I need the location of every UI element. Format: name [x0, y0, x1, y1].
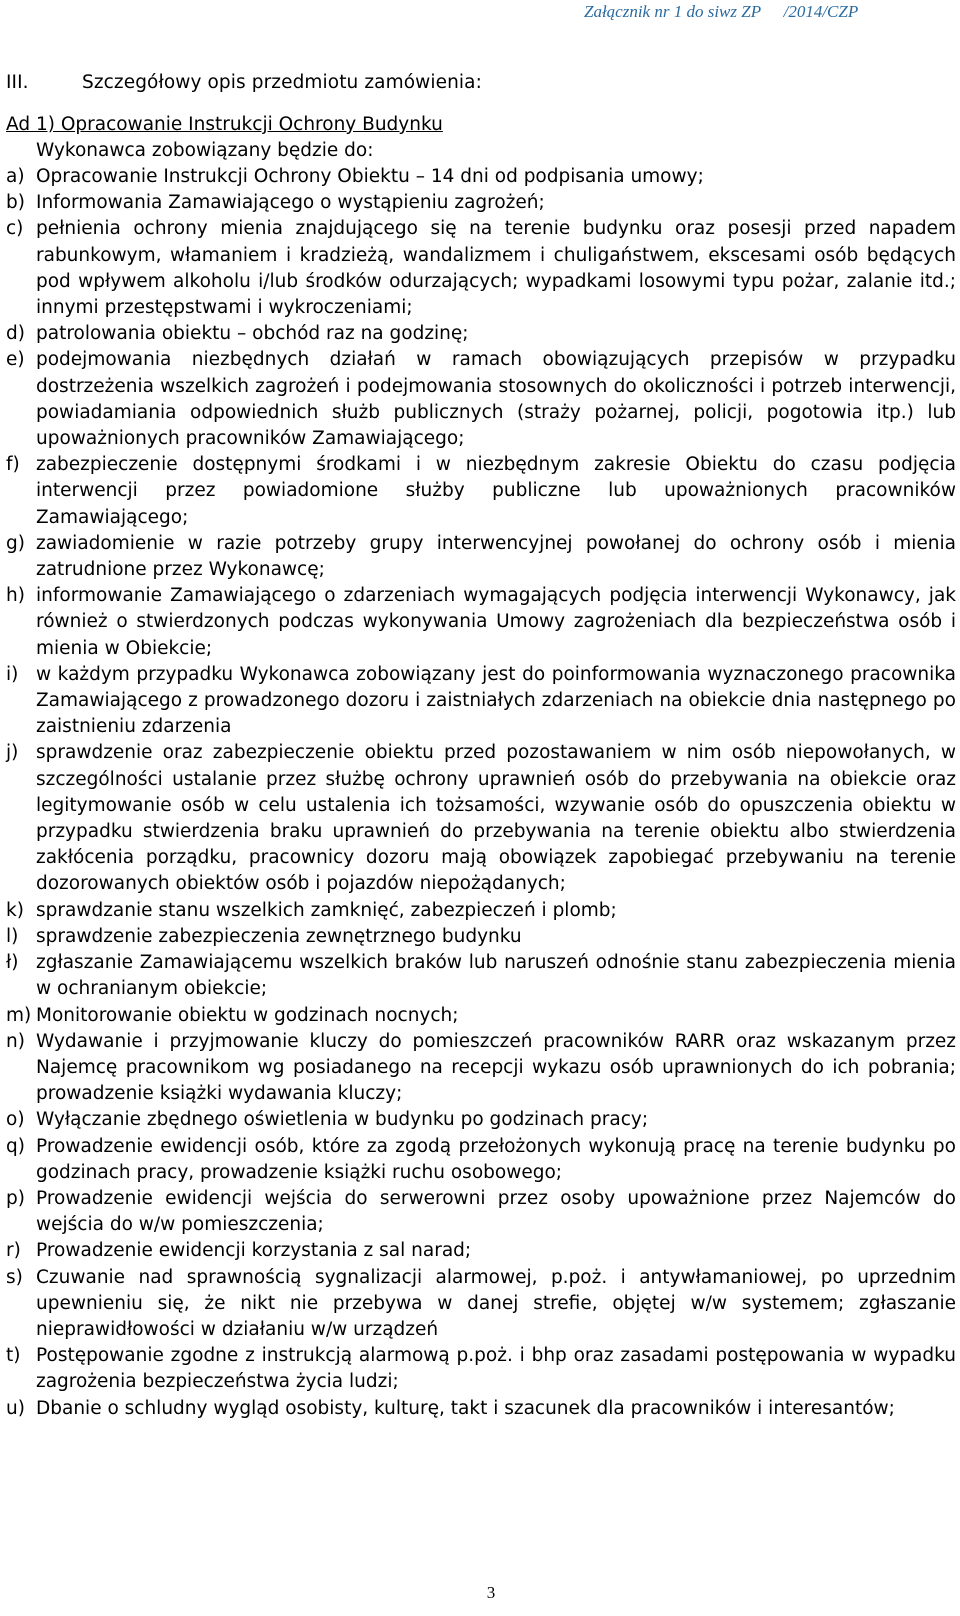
list-item-text: Postępowanie zgodne z instrukcją alarmową p.poż. i bhp oraz zasadami postępowania w wypadku zagrożenia bezpieczeństwa życia ludzi; — [36, 1345, 956, 1393]
list-item-label: c) — [6, 218, 24, 240]
list-item-label: j) — [6, 742, 19, 764]
list-item — [6, 531, 956, 583]
list-item — [6, 924, 956, 950]
list-item-text: w każdym przypadku Wykonawca zobowiązany jest do poinformowania wyznaczonego pracownika Zamawiającego z prowadzonego dozoru i zaistniałych zdarzeniach na obiekcie dnia następnego po zaistnieniu zdarzenia — [36, 663, 956, 738]
list-item — [6, 1186, 956, 1238]
reference-number: /2014/CZP — [783, 2, 859, 21]
list-item-label: i) — [6, 663, 19, 685]
list-item — [6, 452, 956, 531]
list-item-label: m) — [6, 1004, 32, 1026]
list-item-label: n) — [6, 1030, 25, 1052]
list-item — [6, 1396, 956, 1422]
list-item-label: t) — [6, 1345, 21, 1367]
list-item-text: sprawdzanie stanu wszelkich zamknięć, zabezpieczeń i plomb; — [36, 899, 617, 921]
list-item — [6, 190, 956, 216]
list-item-text: zabezpieczenie dostępnymi środkami i w niezbędnym zakresie Obiektu do czasu podjęcia interwencji przez powiadomione służby publiczne lub upoważnionych pracowników Zamawiającego; — [36, 454, 956, 528]
list-item — [6, 1238, 956, 1264]
list-item-text: zawiadomienie w razie potrzeby grupy interwencyjnej powołanej do ochrony osób i mienia zatrudnione przez Wykonawcę; — [36, 532, 956, 581]
list-item — [6, 1134, 956, 1186]
list-item-text: Prowadzenie ewidencji korzystania z sal narad; — [36, 1240, 472, 1262]
list-item-label: q) — [6, 1135, 25, 1157]
list-item — [6, 1265, 956, 1344]
list-item — [6, 321, 956, 347]
list-item — [6, 950, 956, 1002]
list-item-label: ł) — [6, 952, 19, 974]
list-item-text: Opracowanie Instrukcji Ochrony Obiektu – 14 dni od podpisania umowy; — [36, 166, 704, 187]
list-item-label: h) — [6, 585, 25, 607]
list-item-text: Czuwanie nad sprawnością sygnalizacji alarmowej, p.poż. i antywłamaniowej, po uprzednim upewnieniu się, że nikt nie przebywa w danej strefie, objętej w/w systemem; zgłaszanie nieprawidłowości w działaniu w/w urządzeń — [36, 1266, 956, 1340]
list-item-text: informowanie Zamawiającego o zdarzeniach wymagających podjęcia interwencji Wykonawcy, jak również o stwierdzonych podczas wykonywania Umowy zagrożeniach dla bezpieczeństwa osób i mienia w Obiekcie; — [36, 585, 956, 659]
list-item-text: Prowadzenie ewidencji wejścia do serwerowni przez osoby upoważnione przez Najemców do wejścia do w/w pomieszczenia; — [36, 1187, 956, 1236]
list-item — [6, 898, 956, 924]
list-item-text: patrolowania obiektu – obchód raz na godzinę; — [36, 323, 469, 345]
list-item — [6, 347, 956, 452]
list-item-label: r) — [6, 1240, 21, 1262]
attachment-label: Załącznik nr 1 do siwz ZP — [584, 2, 762, 21]
list-item-label: d) — [6, 323, 25, 345]
list-item-label: f) — [6, 454, 20, 476]
list-item-text: podejmowania niezbędnych działań w ramach obowiązujących przepisów w przypadku dostrzeżenia wszelkich zagrożeń i podejmowania stosownych do okoliczności i potrzeb interwencji, powiadamiania odpowiednich służb publicznych (straży pożarnej, policji, pogotowia itp.) lub upoważnionych pracowników Zamawiającego; — [36, 349, 956, 450]
list-item — [6, 740, 956, 897]
list-item — [6, 662, 956, 741]
list-item-label: l) — [6, 925, 19, 947]
list-item-label: g) — [6, 532, 25, 554]
subsection-title: Ad 1) Opracowanie Instrukcji Ochrony Budynku — [6, 114, 443, 135]
list-item-text: Wyłączanie zbędnego oświetlenia w budynku po godzinach pracy; — [36, 1109, 649, 1131]
list-item-text: Prowadzenie ewidencji osób, które za zgodą przełożonych wykonują pracę na terenie budynku po godzinach pracy, prowadzenie książki ruchu osobowego; — [36, 1135, 956, 1183]
subsection — [6, 112, 443, 164]
list-item — [6, 216, 956, 321]
section-title: Szczegółowy opis przedmiotu zamówienia: — [82, 72, 482, 93]
list-item-text: Dbanie o schludny wygląd osobisty, kulturę, takt i szacunek dla pracowników i interesantów; — [36, 1397, 895, 1419]
list-item-text: sprawdzenie oraz zabezpieczenie obiektu przed pozostawaniem w nim osób niepowołanych, w szczególności ustalanie przez służbę ochrony uprawnień osób do przebywania na obiekcie oraz legitymowanie osób w celu ustalenia ich tożsamości, wzywanie osób do opuszczenia obiektu w przypadku stwierdzenia braku uprawnień do przebywania na terenie obiektu albo stwierdzenia zakłócenia porządku, pracownicy dozoru mają obowiązek zapobiegać przebywaniu na terenie dozorowanych obiektów osób i pojazdów niepożądanych; — [36, 742, 956, 895]
obligations-list — [6, 164, 956, 1422]
list-item — [6, 583, 956, 662]
list-item-text: Monitorowanie obiektu w godzinach nocnych; — [36, 1004, 459, 1026]
list-item-label: k) — [6, 899, 24, 921]
list-item-label: a) — [6, 166, 25, 187]
page-number: 3 — [486, 1583, 496, 1602]
list-item-label: u) — [6, 1397, 25, 1419]
list-item — [6, 1107, 956, 1133]
section-number: III. — [6, 72, 29, 93]
page-header — [584, 2, 944, 22]
list-item-text: Wydawanie i przyjmowanie kluczy do pomieszczeń pracowników RARR oraz wskazanym przez Najemcę pracownikom wg posiadanego na recepcji wykazu osób uprawnionych do ich pobrania; prowadzenie książki wydawania kluczy; — [36, 1030, 956, 1105]
list-item-label: b) — [6, 192, 25, 214]
list-item-label: p) — [6, 1187, 25, 1209]
list-item-label: o) — [6, 1109, 25, 1131]
list-item-text: zgłaszanie Zamawiającemu wszelkich braków lub naruszeń odnośnie stanu zabezpieczenia mienia w ochranianym obiekcie; — [36, 952, 956, 1000]
subsection-intro: Wykonawca zobowiązany będzie do: — [36, 140, 374, 162]
list-item — [6, 1003, 956, 1029]
list-item — [6, 1029, 956, 1108]
list-item-label: s) — [6, 1266, 23, 1288]
list-item-text: Informowania Zamawiającego o wystąpieniu zagrożeń; — [36, 192, 545, 214]
list-item — [6, 1343, 956, 1395]
section-heading — [6, 72, 482, 93]
list-item-text: sprawdzenie zabezpieczenia zewnętrznego budynku — [36, 925, 522, 947]
list-item-label: e) — [6, 349, 25, 371]
list-item-text: pełnienia ochrony mienia znajdującego się na terenie budynku oraz posesji przed napadem rabunkowym, włamaniem i kradzieżą, wandalizmem i chuligaństwem, ekscesami osób będących pod wpływem alkoholu i/lub środków odurzających; wypadkami losowymi typu pożar, zalanie itd.; innymi przestępstwami i wykroczeniami; — [36, 218, 956, 319]
list-item — [6, 164, 956, 190]
